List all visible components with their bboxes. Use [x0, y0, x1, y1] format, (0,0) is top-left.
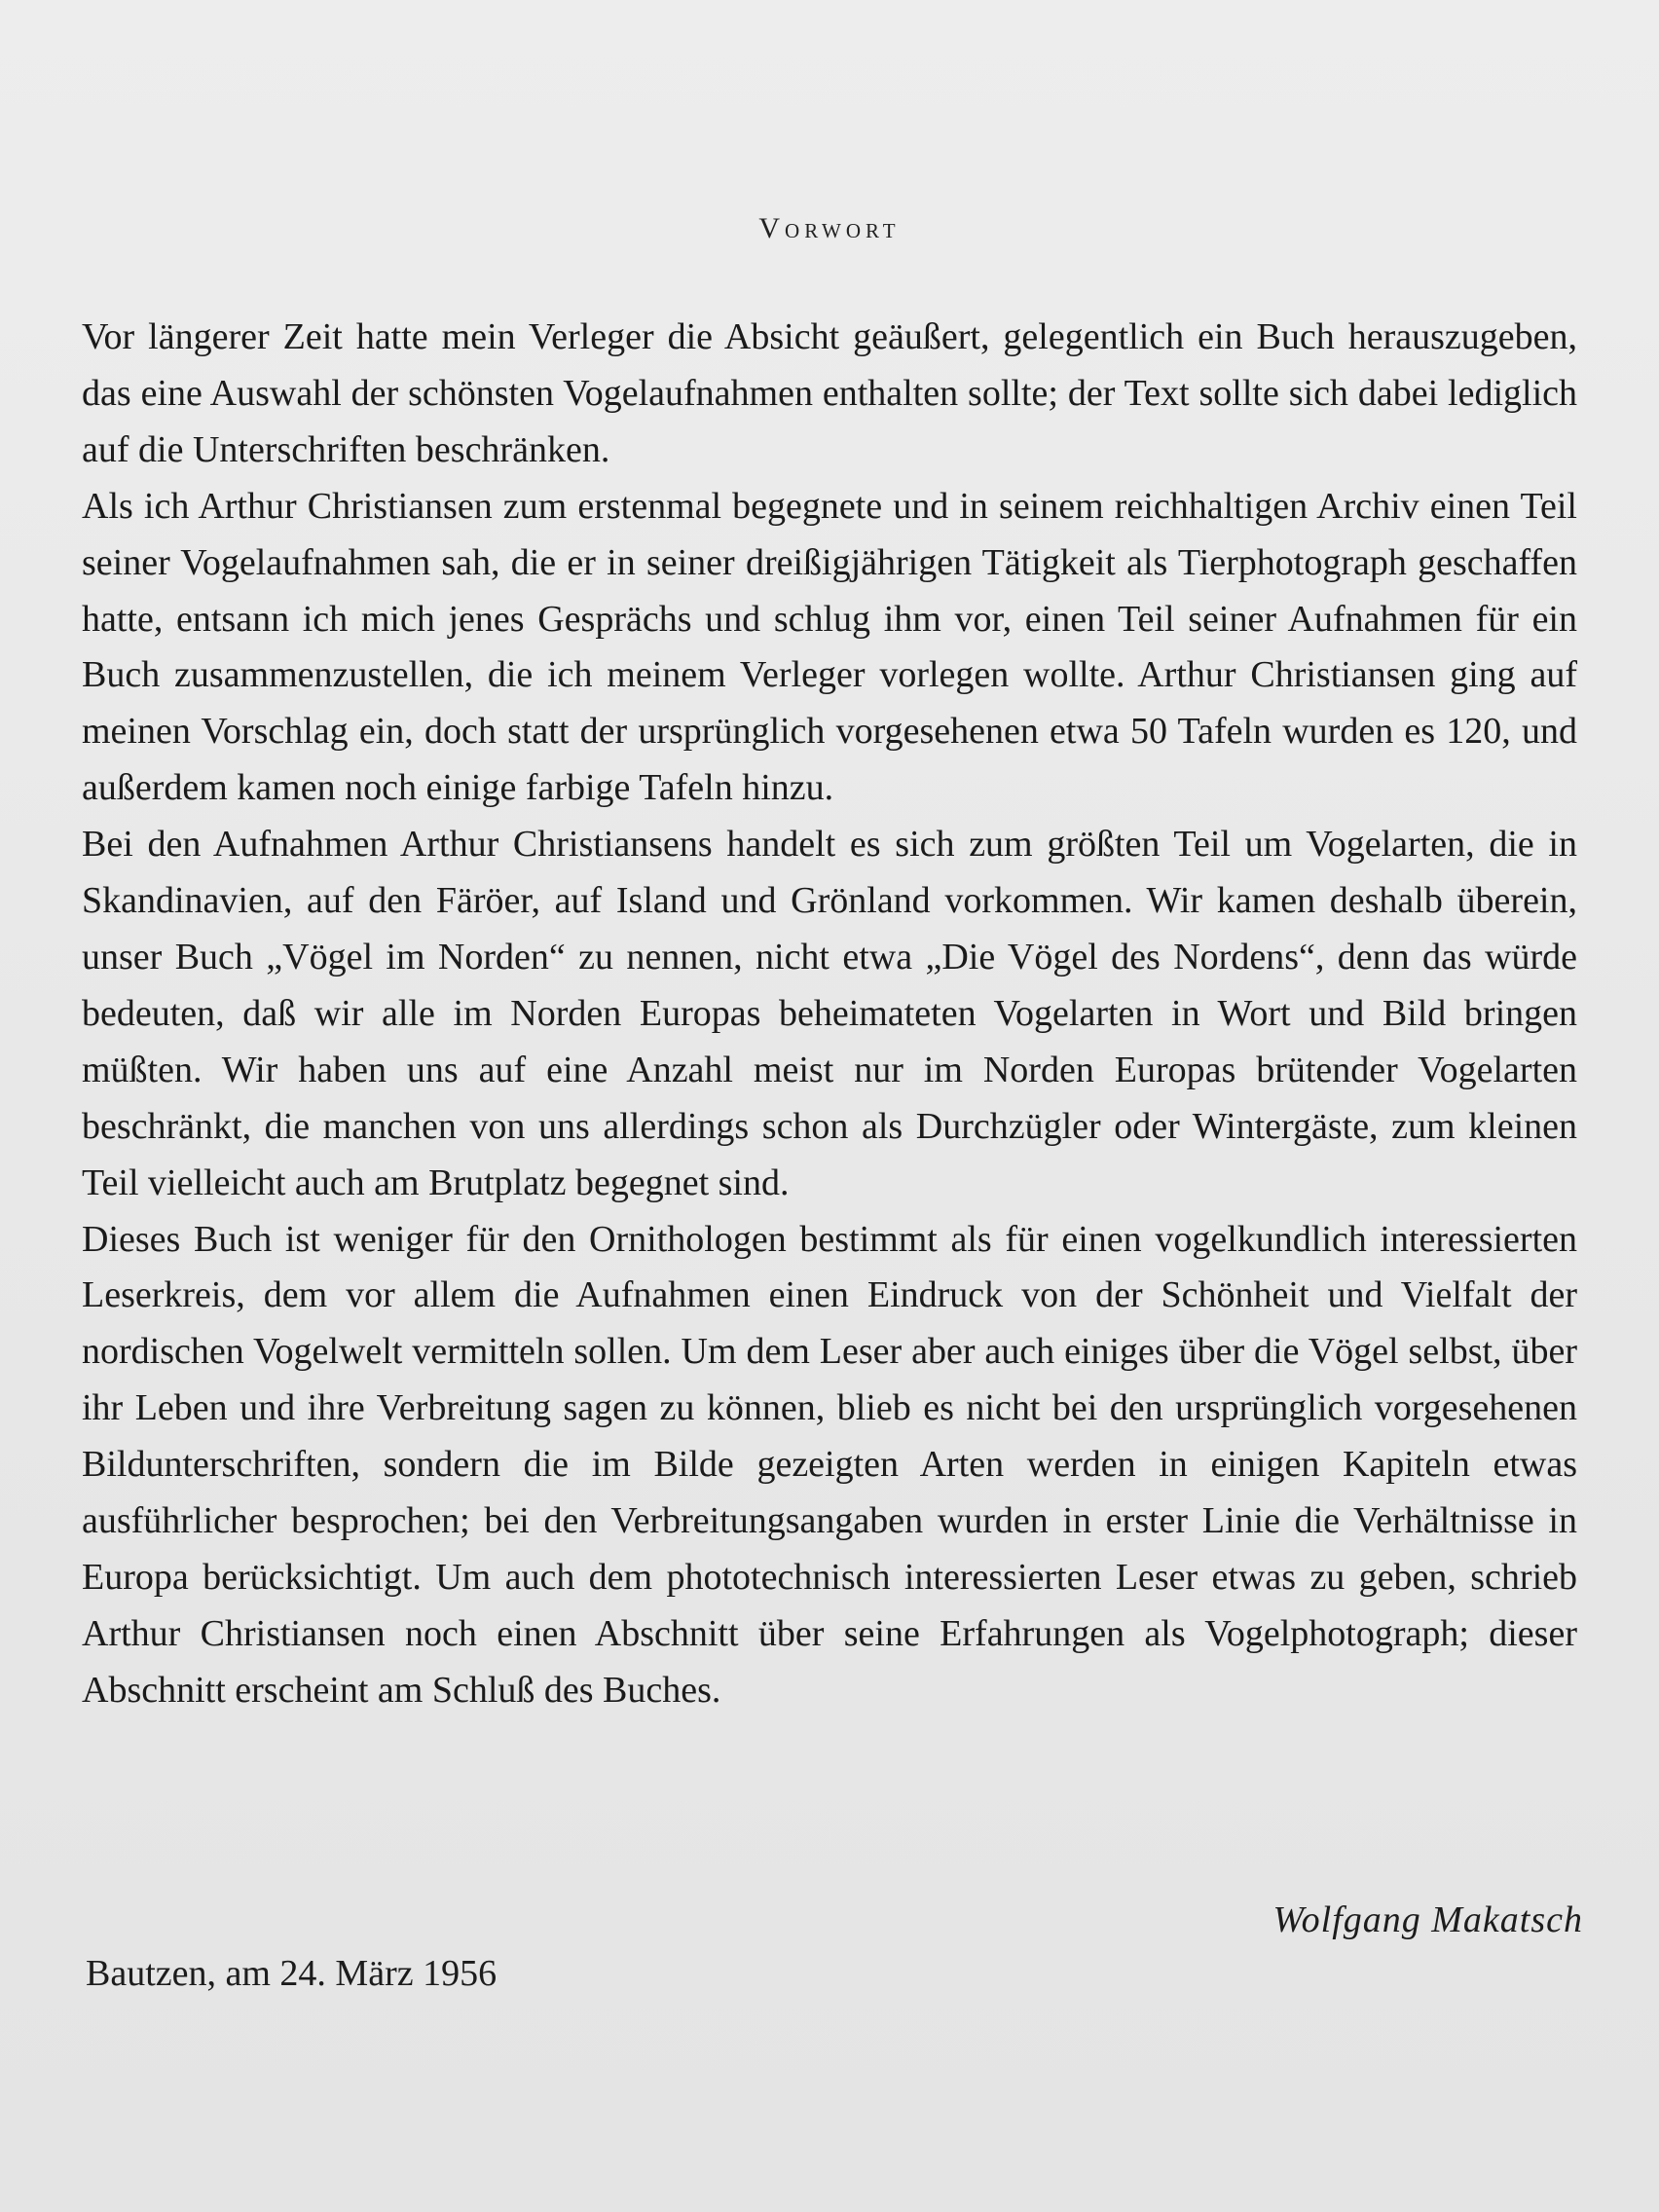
paragraph-4: Dieses Buch ist weniger für den Ornithologen bestimmt als für einen vogelkundlich interessierten Leserkreis, dem vor allem die Aufnahmen einen Eindruck von der Schönheit und Vielfalt der nordischen Vogelwelt vermitteln sollen. Um dem Leser aber auch einiges über die Vögel selbst, über ihr Leben und ihre Verbreitung sagen zu können, blieb es nicht bei den ursprünglich vorgesehenen Bildunterschriften, sondern die im Bilde gezeigten Arten werden in einigen Kapiteln etwas ausführlicher besprochen; bei den Verbreitungsangaben wurden in erster Linie die Verhältnisse in Europa berücksichtigt. Um auch dem phototechnisch interessierten Leser etwas zu geben, schrieb Arthur Christiansen noch einen Abschnitt über seine Erfahrungen als Vogelphotograph; dieser Abschnitt erscheint am Schluß des Buches.: [82, 1218, 1577, 1711]
page-title: Vorwort: [758, 212, 901, 244]
author-signature: Wolfgang Makatsch: [1272, 1899, 1583, 1940]
paragraph-3: Bei den Aufnahmen Arthur Christiansens handelt es sich zum größten Teil um Vogelarten, die in Skandinavien, auf den Färöer, auf Island und Grönland vorkommen. Wir kamen deshalb überein, unser Buch „Vögel im Norden“ zu nennen, nicht etwa „Die Vögel des Nordens“, denn das würde bedeuten, daß wir alle im Norden Europas beheimateten Vogelarten in Wort und Bild bringen müßten. Wir haben uns auf eine Anzahl meist nur im Norden Europas brütender Vogelarten beschränkt, die manchen von uns allerdings schon als Durchzügler oder Wintergäste, zum kleinen Teil vielleicht auch am Brutplatz begegnet sind.: [82, 824, 1577, 1203]
place-and-date: Bautzen, am 24. März 1956: [86, 1953, 498, 1994]
paragraph-2: Als ich Arthur Christiansen zum erstenmal begegnete und in seinem reichhaltigen Archiv einen Teil seiner Vogelaufnahmen sah, die er in seiner dreißigjährigen Tätigkeit als Tierphotograph geschaffen hatte, entsann ich mich jenes Gesprächs und schlug ihm vor, einen Teil seiner Aufnahmen für ein Buch zusammenzustellen, die ich meinem Verleger vorlegen wollte. Arthur Christiansen ging auf meinen Vorschlag ein, doch statt der ursprünglich vorgesehenen etwa 50 Tafeln wurden es 120, und außerdem kamen noch einige farbige Tafeln hinzu.: [82, 485, 1577, 809]
foreword-body: [82, 310, 1577, 1719]
paragraph-1: Vor längerer Zeit hatte mein Verleger die Absicht geäußert, gelegentlich ein Buch herauszugeben, das eine Auswahl der schönsten Vogelaufnahmen enthalten sollte; der Text sollte sich dabei lediglich auf die Unterschriften beschränken.: [82, 316, 1577, 470]
